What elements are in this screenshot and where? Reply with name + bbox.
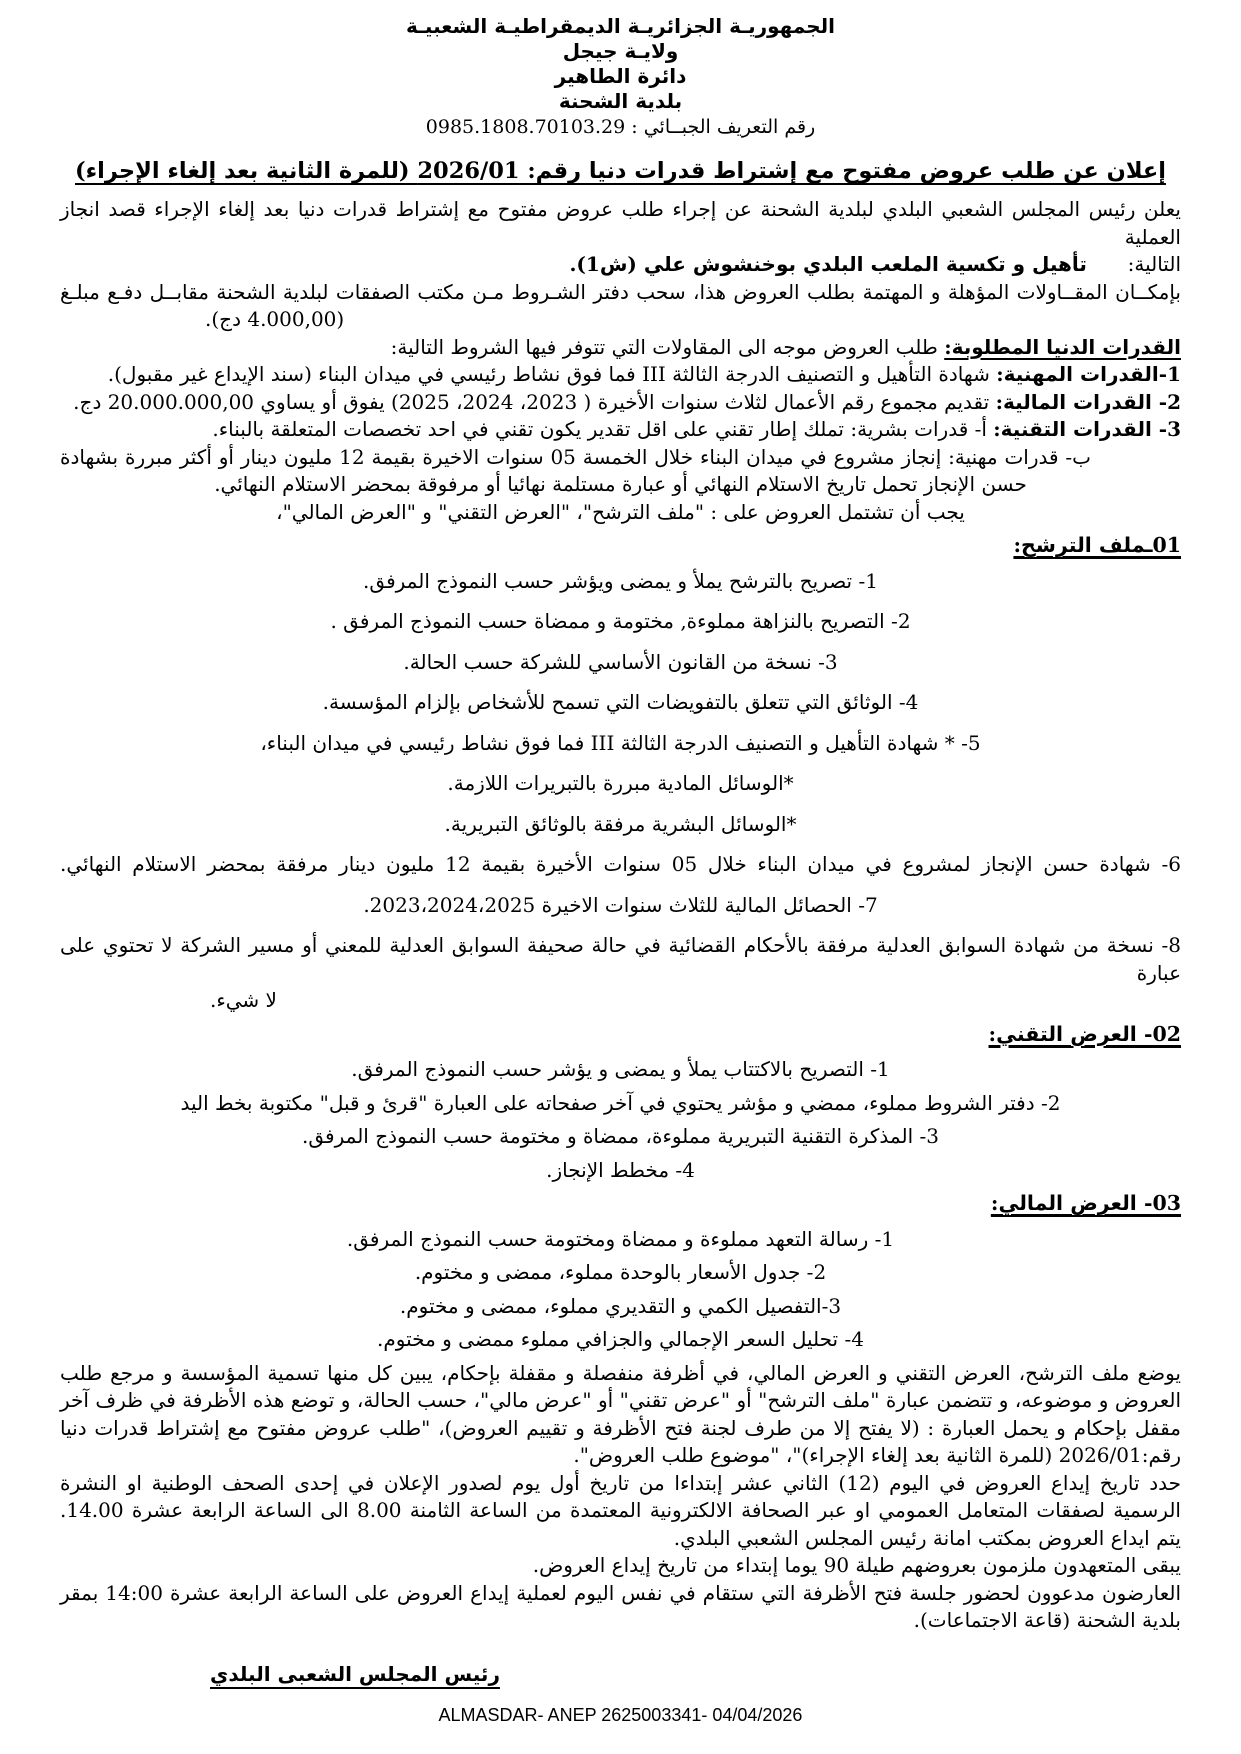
candidacy-item: 8- نسخة من شهادة السوابق العدلية مرفقة بالأحكام القضائية في حالة صحيفة السوابق العدلية للمعني أو مسير الشركة لا تحتوي على عبارة [60,933,1181,985]
fee-amount: (4.000,00 دج). [205,307,345,331]
submission-line: يتم ايداع العروض بمكتب امانة رئيس المجلس الشعبي البلدي. [673,1525,1181,1550]
fee-line [205,306,1181,334]
candidacy-sub-item: *الوسائل المادية مبررة بالتبريرات اللازمة. [447,771,794,795]
financial-capacity-label: 2- القدرات المالية: [995,389,1181,414]
technical-offer-item: 3- المذكرة التقنية التبريرية مملوءة، ممضاة و مختومة حسب النموذج المرفق. [302,1124,939,1148]
technical-offer-item: 2- دفتر الشروط مملوء، ممضي و مؤشر يحتوي في آخر صفحاته على العبارة "قرئ و قبل" مكتوبة بخط اليد [180,1090,1061,1115]
min-capacities-text: طلب العروض موجه الى المقاولات التي تتوفر فيها الشروط التالية: [390,334,938,359]
section-heading-financial-offer: 03- العرض المالي: [990,1191,1181,1215]
candidacy-item: 4- الوثائق التي تتعلق بالتفويضات التي تسمح للأشخاص بإلزام المؤسسة. [322,690,919,714]
candidacy-item: 7- الحصائل المالية للثلاث سنوات الاخيرة 2023،2024،2025. [363,892,878,917]
financial-offer-item: 3-التفصيل الكمي و التقديري مملوء، ممضى و مختوم. [399,1293,842,1318]
offers-must-include-line: يجب أن تشتمل العروض على : "ملف الترشح"، "العرض التقني" و "العرض المالي"، [276,499,965,524]
financial-offer-item: 2- جدول الأسعار بالوحدة مملوء، ممضى و مختوم. [414,1260,827,1284]
header-commune-line: بلدية الشحنة [558,89,683,113]
technical-capacity-b-line2: حسن الإنجاز تحمل تاريخ الاستلام النهائي أو عبارة مستلمة نهائيا أو مرفوقة بمحضر الاستلام النهائي. [214,472,1027,496]
technical-offer-item: 1- التصريح بالاكتتاب يملأ و يمضى و يؤشر حسب النموذج المرفق. [351,1057,890,1081]
financial-offer-item: 1- رسالة التعهد مملوءة و ممضاة ومختومة حسب النموذج المرفق. [346,1226,895,1251]
technical-capacity-text: أ- قدرات بشرية: تملك إطار تقني على اقل تقدير يكون تقني في احد تخصصات المتعلقة بالبناء. [212,417,987,441]
candidacy-item: 3- نسخة من القانون الأساسي للشركة حسب الحالة. [403,649,838,674]
header-daira-line: دائرة الطاهير [554,64,687,88]
technical-capacity-label: 3- القدرات التقنية: [993,417,1181,441]
withdraw-line: بإمكــان المقــاولات المؤهلة و المهتمة بطلب العروض هذا، سحب دفتر الشـروط مـن مكتب الصفقات لبلدية الشحنة مقابــل دفـع مبلـغ [60,279,1181,304]
opening-session-paragraph: العارضون مدعوون لحضور جلسة فتح الأظرفة التي ستقام في نفس اليوم لعملية إيداع العروض على الساعة الرابعة عشرة 14:00 بمقر بلدية الشحنة (قاعة الاجتماعات). [60,1580,1182,1632]
technical-capacity-b-line1: ب- قدرات مهنية: إنجاز مشروع في ميدان البناء خلال الخمسة 05 سنوات الاخيرة بقيمة 12 مليون دينار أو أكثر مبررة بشهادة [60,444,1091,469]
financial-capacity-text: تقديم مجموع رقم الأعمال لثلاث سنوات الأخيرة ( 2023، 2024، 2025) يفوق أو يساوي 20.000.000,00 دج. [73,389,990,414]
operation-line [60,251,1181,279]
envelopes-paragraph: يوضع ملف الترشح، العرض التقني و العرض المالي، في أظرفة منفصلة و مقفلة بإحكام، يبين كل منها تسمية المؤسسة و مرجع طلب العروض و موضوعه، و تتضمن عبارة "ملف الترشح" أو "عرض تقني" أو "عرض مالي"، حسب الحالة، و توضع هذه الأظرفة في ظرف آخر مقفل بإحكام و يحمل العبارة : (لا يفتح إلا من طرف لجنة فتح الأظرفة و تقييم العروض)، "طلب عروض مفتوح مع إشتراط قدرات دنيا رقم:2026/01 (للمرة الثانية بعد إلغاء الإجراء)"، "موضوع طلب العروض". [60,1360,1182,1467]
validity-line: يبقى المتعهدون ملزمون بعروضهم طيلة 90 يوما إبتداء من تاريخ إيداع العروض. [532,1553,1181,1577]
section-heading-candidacy-file: 01ـملف الترشح: [1013,533,1181,557]
doc-title: إعلان عن طلب عروض مفتوح مع إشتراط قدرات دنيا رقم: 2026/01 (للمرة الثانية بعد إلغاء الإجراء) [75,158,1166,184]
professional-capacity-text: شهادة التأهيل و التصنيف الدرجة الثالثة III فما فوق نشاط رئيسي في ميدان البناء (سند الإيداع غير مقبول). [107,362,990,386]
header-republic-line: الجمهوريـة الجزائريـة الديمقراطيـة الشعبيـة [405,14,836,38]
signature-title: رئيس المجلس الشعبى البلدي [210,1661,500,1686]
candidacy-sub-item: *الوسائل البشرية مرفقة بالوثائق التبريرية. [444,811,797,836]
professional-capacity-line [60,361,1181,389]
candidacy-item: 6- شهادة حسن الإنجاز لمشروع في ميدان البناء خلال 05 سنوات الأخيرة بقيمة 12 مليون دينار مرفقة بمحضر الاستلام النهائي. [60,852,1181,876]
technical-offer-item: 4- مخطط الإنجاز. [546,1157,695,1182]
operation-name: تأهيل و تكسية الملعب البلدي بوخنشوش علي (ش1). [569,252,1087,276]
professional-capacity-label: 1-القدرات المهنية: [996,362,1181,386]
section-heading-technical-offer: 02- العرض التقني: [988,1021,1181,1046]
min-capacities-line [60,334,1181,362]
anep-footer-note: ALMASDAR- ANEP 2625003341- 04/04/2026 [438,1705,803,1725]
candidacy-item: 1- تصريح بالترشح يملأ و يمضى ويؤشر حسب النموذج المرفق. [363,568,878,593]
financial-offer-item: 4- تحليل السعر الإجمالي والجزافي مملوء ممضى و مختوم. [377,1327,864,1351]
min-capacities-heading: القدرات الدنيا المطلوبة: [944,334,1181,359]
technical-capacity-line [60,416,1181,444]
header-wilaya-line: ولايـة جيجل [562,39,679,63]
candidacy-item-tail: لا شيء. [210,988,277,1012]
tax-id-line: رقم التعريف الجبــائي : 0985.1808.70103.29 [425,116,816,138]
candidacy-item: 5- * شهادة التأهيل و التصنيف الدرجة الثالثة III فما فوق نشاط رئيسي في ميدان البناء، [260,730,981,755]
announce-paragraph-line1: يعلن رئيس المجلس الشعبي البلدي لبلدية الشحنة عن إجراء طلب عروض مفتوح مع إشتراط قدرات دنيا بعد إلغاء الإجراء قصد انجاز العملية [60,197,1181,249]
candidacy-item: 2- التصريح بالنزاهة مملوءة, مختومة و ممضاة حسب النموذج المرفق . [330,609,911,633]
financial-capacity-line [60,389,1181,417]
deadline-paragraph: حدد تاريخ إيداع العروض في اليوم (12) الثاني عشر إبتداءا من تاريخ أول يوم لصدور الإعلان في إحدى الصحف الوطنية او النشرة الرسمية لصفقات المتعامل العمومي او عبر الصحافة الالكترونية المعتمدة من الساعة الثامنة 8.00 الى الساعة الرابعة عشرة 14.00. [60,1470,1181,1522]
operation-label: التالية: [1127,252,1181,276]
